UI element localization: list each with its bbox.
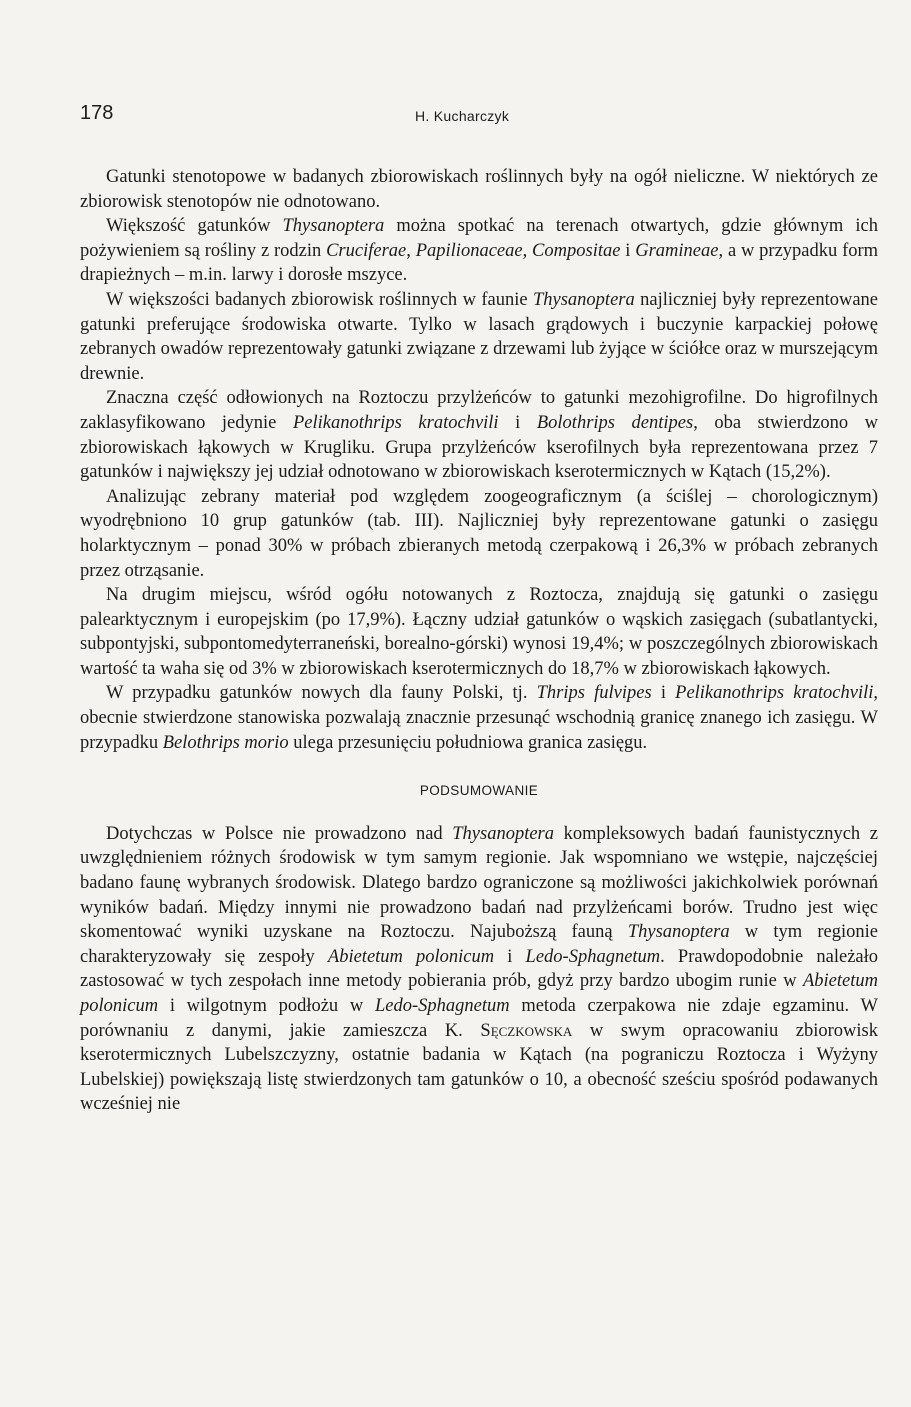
text-run: ulega przesunięciu południowa granica zasięgu.	[288, 732, 648, 753]
paragraph	[80, 583, 878, 681]
text-run: kompleksowych badań faunistycznych z uwzględnieniem różnych środowisk w tym samym regionie. Jak wspomniano we wstępie, najczęściej badano faunę wybranych środowisk. Dlatego bardzo ograniczone są możliwości jakichkolwiek porównań wyników badań. Między innymi nie prowadzono badań nad przylżeńcami borów. Trudno jest więc skomentować wyniki uzyskane na Roztoczu. Najuboższą fauną	[80, 823, 878, 943]
italic-term: Belothrips morio	[162, 732, 289, 753]
page-number: 178	[80, 102, 114, 124]
paragraph	[80, 288, 878, 386]
paragraph	[80, 165, 878, 214]
summary-section	[80, 822, 878, 1117]
text-run: i	[498, 412, 537, 433]
text-run: W przypadku gatunków nowych dla fauny Polski, tj.	[106, 683, 537, 704]
results-section	[80, 165, 878, 755]
italic-term: Compositae	[532, 240, 621, 261]
text-run: , oba stwierdzono w zbiorowiskach łąkowych w Krugliku. Grupa przylżeńców kserofilnych była reprezentowana przez 7 gatunków i największy jej udział odnotowano w zbiorowiskach kserotermicznych w Kątach (15,2%).	[80, 412, 879, 483]
text-run: , obecnie stwierdzone stanowiska pozwalają znacznie przesunąć wschodnią granicę znanego ich zasięgu. W przypadku	[80, 683, 879, 753]
paragraph	[80, 681, 878, 755]
italic-term: Bolothrips dentipes	[536, 412, 694, 433]
italic-term: Thysanoptera	[282, 216, 385, 237]
paragraph	[80, 822, 878, 1117]
paragraph	[80, 214, 878, 288]
paragraph	[80, 386, 878, 484]
text-run: Gatunki stenotopowe w badanych zbiorowiskach roślinnych były na ogół nieliczne. W niektórych ze zbiorowisk stenotopów nie odnotowano.	[80, 167, 878, 212]
italic-term: Pelikanothrips kratochvili	[292, 412, 499, 433]
text-run: i	[620, 240, 636, 261]
text-run: metoda czerpakowa nie zdaje egzaminu. W porównaniu z danymi, jakie zamieszcza K.	[80, 996, 878, 1041]
text-run: i	[651, 683, 676, 704]
italic-term: Thysanoptera	[532, 289, 635, 310]
text-run: można spotkać na terenach otwartych, gdzie głównym ich pożywieniem są rośliny z rodzin	[80, 216, 878, 261]
text-run: , a w przypadku form drapieżnych – m.in. larwy i dorosłe mszyce.	[80, 240, 879, 286]
italic-term: Gramineae	[635, 240, 719, 261]
italic-term: Thysanoptera	[452, 823, 554, 844]
italic-term: Abietetum polonicum	[327, 946, 495, 967]
text-run: ,	[522, 240, 533, 261]
italic-term: Cruciferae	[326, 240, 407, 261]
text-run: Dotychczas w Polsce nie prowadzono nad	[106, 823, 453, 844]
section-heading: PODSUMOWANIE	[419, 783, 539, 799]
paragraph	[80, 485, 878, 583]
italic-term: Pelikanothrips kratochvili	[675, 683, 874, 704]
text-run: w tym regionie charakteryzowały się zespoły	[80, 922, 878, 967]
text-run: i	[494, 946, 526, 967]
text-run: Większość gatunków	[106, 216, 283, 237]
text-run: . Prawdopodobnie należało zastosować w tych zespołach inne metody pobierania prób, gdyż przy bardzo ubogim runie w	[80, 946, 879, 992]
body-text	[80, 165, 878, 1117]
italic-term: Abietetum polonicum	[80, 971, 878, 1016]
text-run: najliczniej były reprezentowane gatunki preferujące środowiska otwarte. Tylko w lasach grądowych i buczynie karpackiej połowę zebranych owadów reprezentowały gatunki związane z drzewami lub żyjące w ściółce oraz w murszejącym drewnie.	[80, 289, 878, 384]
text-run: Analizując zebrany materiał pod względem zoogeograficznym (a ściślej – chorologicznym) wyodrębniono 10 grup gatunków (tab. III). Najliczniej były reprezentowane gatunki o zasięgu holarktycznym – ponad 30% w próbach zbieranych metodą czerpakową i 26,3% w próbach zebranych przez otrząsanie.	[80, 486, 878, 581]
italic-term: Ledo-Sphagnetum	[374, 996, 510, 1016]
text-run: Na drugim miejscu, wśród ogółu notowanych z Roztocza, znajdują się gatunki o zasięgu palearktycznym i europejskim (po 17,9%). Łączny udział gatunków o wąskich zasięgach (subatlantycki, subpontyjski, subpontomedyterraneński, borealno-górski) wynosi 19,4%; w poszczególnych zbiorowiskach wartość ta waha się od 3% w zbiorowiskach kserotermicznych do 18,7% w zbiorowiskach łąkowych.	[80, 585, 878, 679]
italic-term: Thysanoptera	[627, 922, 730, 943]
text-run: ,	[406, 240, 416, 261]
text-run: W większości badanych zbiorowisk roślinnych w faunie	[106, 289, 533, 310]
text-run: i wilgotnym podłożu w	[158, 996, 375, 1016]
italic-term: Papilionaceae	[415, 240, 523, 261]
page-header	[80, 102, 880, 130]
running-head: H. Kucharczyk	[415, 108, 510, 124]
italic-term: Ledo-Sphagnetum	[525, 946, 661, 967]
text-run: Sęczkowska	[480, 1020, 573, 1041]
text-run: w swym opracowaniu zbiorowisk kserotermicznych Lubelszczyzny, ostatnie badania w Kątach (na pograniczu Roztocza i Wyżyny Lubelskiej) powiększają listę stwierdzonych tam gatunków o 10, a obecność sześciu spośród podawanych wcześniej nie	[80, 1020, 878, 1115]
italic-term: Thrips fulvipes	[536, 683, 652, 704]
text-run: Znaczna część odłowionych na Roztoczu przylżeńców to gatunki mezohigrofilne. Do higrofilnych zaklasyfikowano jedynie	[80, 388, 878, 433]
